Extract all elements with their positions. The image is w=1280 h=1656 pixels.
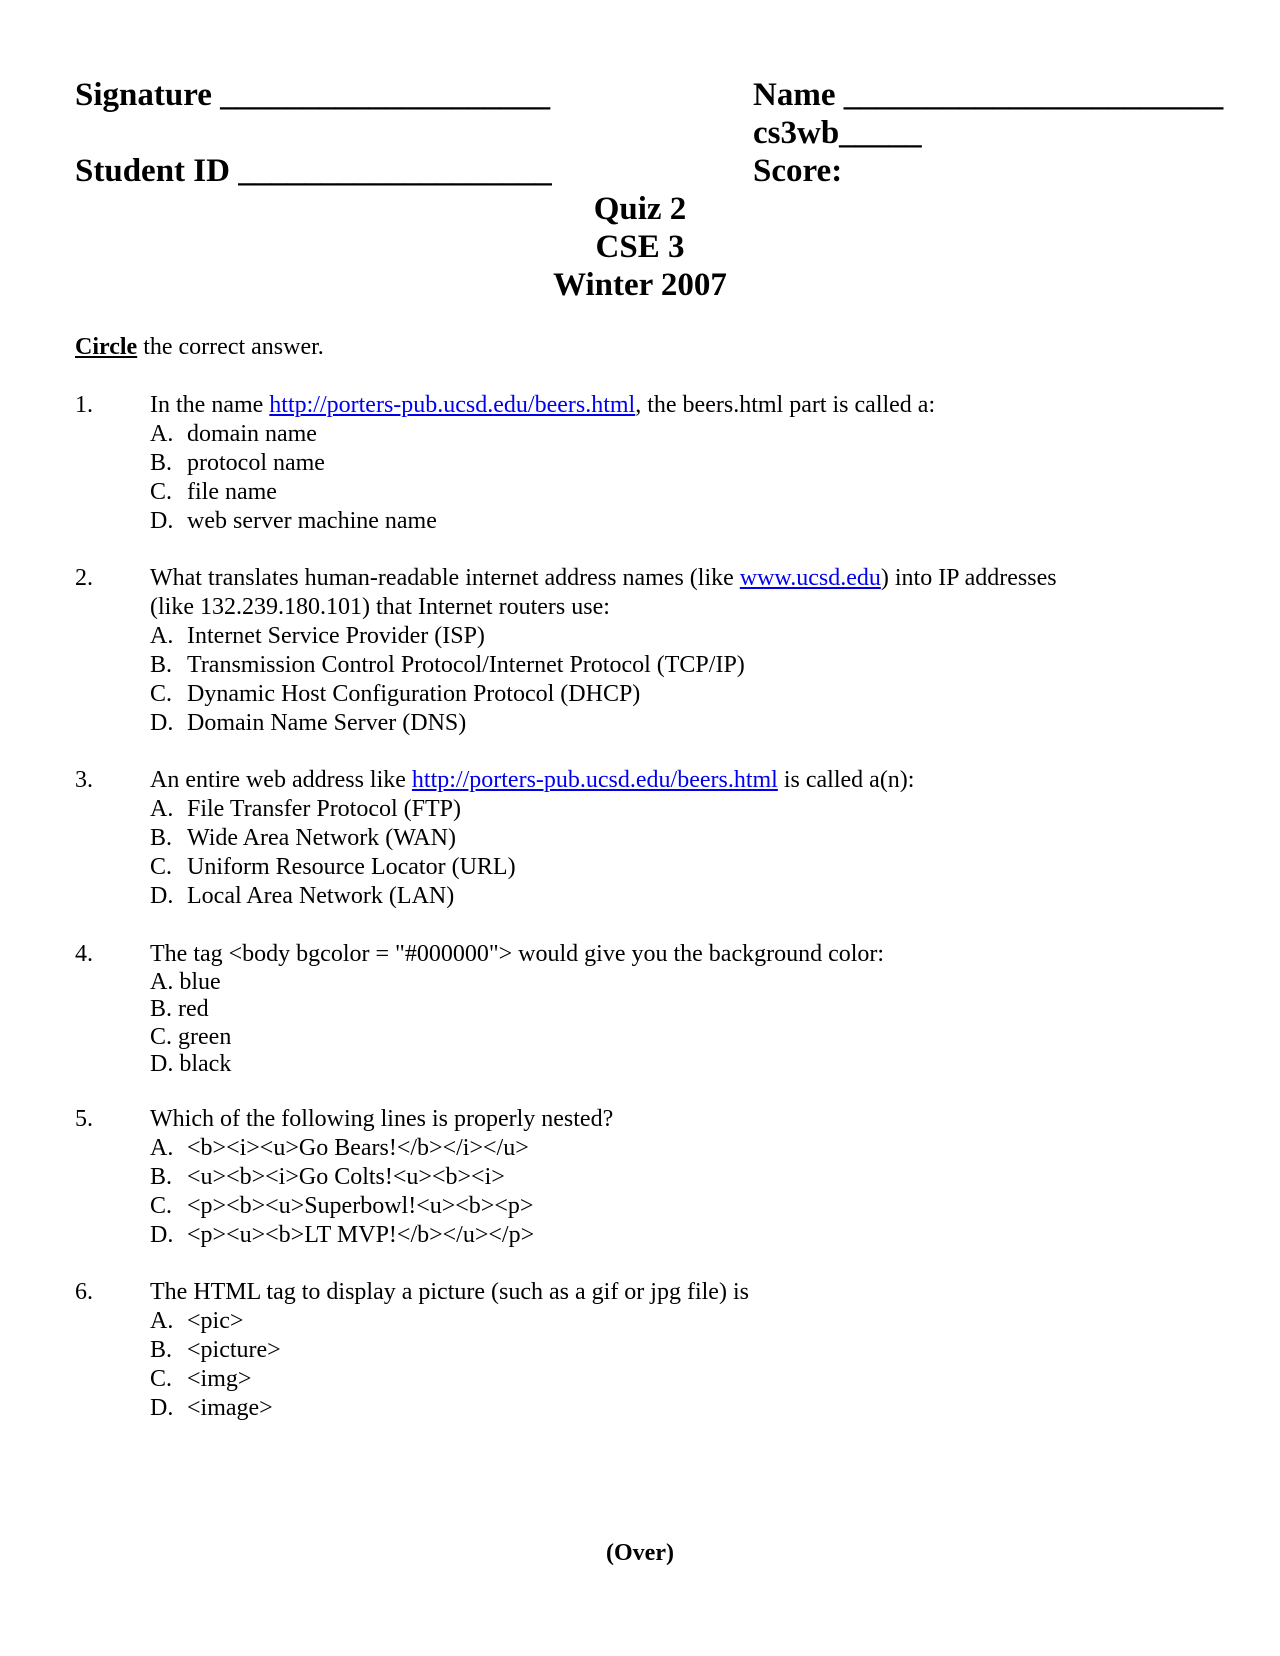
option-b[interactable] [150, 449, 1215, 478]
account-field: cs3wb_____ [753, 115, 922, 151]
option-text: black [179, 1051, 232, 1077]
option-b[interactable] [150, 824, 1215, 853]
question-text [150, 766, 1215, 795]
option-text: <p><b><u>Superbowl!<u><b><p> [187, 1193, 534, 1219]
option-letter: B. [150, 450, 173, 476]
option-letter: B. [150, 1164, 173, 1190]
option-a[interactable] [150, 622, 1215, 651]
question-2 [75, 564, 1215, 738]
option-text: Transmission Control Protocol/Internet Protocol (TCP/IP) [187, 652, 745, 678]
question-number: 5. [75, 1106, 93, 1132]
option-b[interactable] [150, 996, 1215, 1024]
option-c[interactable] [150, 478, 1215, 507]
student-id-field: Student ID ___________________ [75, 153, 552, 189]
over-note: (Over) [606, 1540, 674, 1566]
quiz-title: Quiz 2 [593, 191, 687, 227]
option-letter: A. [150, 796, 174, 822]
option-a[interactable] [150, 1134, 1215, 1163]
question-number: 4. [75, 941, 93, 967]
question-text-pre: In the name [150, 392, 270, 418]
instructions-emphasis: Circle [75, 334, 138, 360]
option-text: Local Area Network (LAN) [187, 883, 455, 909]
option-letter: B. [150, 825, 173, 851]
option-text: <pic> [187, 1308, 244, 1334]
question-number: 2. [75, 565, 93, 591]
url-link[interactable]: http://porters-pub.ucsd.edu/beers.html [411, 767, 778, 793]
option-text: <image> [187, 1395, 273, 1421]
option-letter: D. [150, 710, 174, 736]
option-a[interactable] [150, 969, 1215, 997]
name-field: Name _______________________ [753, 77, 1224, 113]
option-text: <b><i><u>Go Bears!</b></i></u> [187, 1135, 529, 1161]
option-d[interactable] [150, 709, 1215, 738]
option-d[interactable] [150, 882, 1215, 911]
question-text [150, 564, 1215, 593]
option-c[interactable] [150, 1365, 1215, 1394]
option-text: File Transfer Protocol (FTP) [187, 796, 462, 822]
option-text: web server machine name [187, 508, 437, 534]
option-text: Wide Area Network (WAN) [187, 825, 456, 851]
option-letter: D. [150, 508, 174, 534]
option-d[interactable] [150, 1051, 1215, 1079]
option-letter: D. [150, 883, 174, 909]
option-d[interactable] [150, 1394, 1215, 1423]
option-b[interactable] [150, 1163, 1215, 1192]
option-letter: C. [150, 479, 173, 505]
question-text-post: , the beers.html part is called a: [635, 392, 936, 418]
option-text: <p><u><b>LT MVP!</b></u></p> [187, 1222, 535, 1248]
option-text: file name [187, 479, 277, 505]
url-link[interactable]: www.ucsd.edu [739, 565, 881, 591]
question-6 [75, 1278, 1215, 1423]
option-c[interactable] [150, 680, 1215, 709]
option-a[interactable] [150, 795, 1215, 824]
course-title: CSE 3 [595, 229, 685, 265]
term-title: Winter 2007 [553, 267, 727, 303]
option-letter: D. [150, 1395, 174, 1421]
question-number: 1. [75, 392, 93, 418]
option-text: <u><b><i>Go Colts!<u><b><i> [187, 1164, 505, 1190]
option-letter: B. [150, 652, 173, 678]
option-d[interactable] [150, 1221, 1215, 1250]
question-text-post: is called a(n): [777, 767, 915, 793]
option-text: green [178, 1023, 232, 1050]
option-d[interactable] [150, 507, 1215, 536]
question-text: Which of the following lines is properly nested? [150, 1106, 614, 1132]
question-text [150, 391, 1215, 420]
option-letter: C. [150, 681, 173, 707]
question-4 [75, 941, 1215, 1079]
option-text: <img> [187, 1366, 252, 1392]
option-text: blue [179, 968, 221, 995]
option-letter: D. [150, 1222, 174, 1248]
option-text: red [178, 996, 209, 1022]
option-c[interactable] [150, 1192, 1215, 1221]
option-b[interactable] [150, 1336, 1215, 1365]
question-text-post: ) into IP addresses [880, 565, 1057, 591]
option-text: <picture> [187, 1337, 281, 1363]
option-letter: D. [150, 1051, 174, 1077]
option-letter: A. [150, 968, 174, 995]
question-number: 3. [75, 767, 93, 793]
option-letter: C. [150, 1366, 173, 1392]
question-text: The tag <body bgcolor = "#000000"> would give you the background color: [150, 941, 885, 967]
option-letter: A. [150, 421, 174, 447]
option-text: Uniform Resource Locator (URL) [187, 854, 516, 880]
option-letter: A. [150, 1308, 174, 1334]
option-text: domain name [187, 421, 317, 447]
question-3 [75, 766, 1215, 911]
instructions [75, 332, 324, 362]
option-text: Dynamic Host Configuration Protocol (DHCP) [187, 681, 641, 707]
url-link[interactable]: http://porters-pub.ucsd.edu/beers.html [269, 392, 636, 418]
option-letter: A. [150, 623, 174, 649]
question-text: The HTML tag to display a picture (such as a gif or jpg file) is [150, 1279, 749, 1305]
option-c[interactable] [150, 853, 1215, 882]
option-letter: B. [150, 996, 173, 1022]
option-text: Internet Service Provider (ISP) [187, 623, 485, 649]
option-letter: C. [150, 1023, 173, 1050]
option-letter: B. [150, 1337, 173, 1363]
option-a[interactable] [150, 1307, 1215, 1336]
signature-field: Signature ____________________ [75, 77, 551, 113]
option-letter: A. [150, 1135, 174, 1161]
instructions-text: the correct answer. [137, 334, 324, 360]
option-text: Domain Name Server (DNS) [187, 710, 467, 736]
option-letter: C. [150, 854, 173, 880]
score-field: Score: [753, 153, 843, 189]
question-text-line2: (like 132.239.180.101) that Internet routers use: [150, 594, 610, 620]
question-1 [75, 391, 1215, 536]
question-number: 6. [75, 1279, 93, 1305]
option-letter: C. [150, 1193, 173, 1219]
option-b[interactable] [150, 651, 1215, 680]
question-text-pre: An entire web address like [150, 767, 412, 793]
question-5 [75, 1105, 1215, 1250]
option-text: protocol name [187, 450, 325, 476]
option-a[interactable] [150, 420, 1215, 449]
option-c[interactable] [150, 1024, 1215, 1052]
question-text-pre: What translates human-readable internet address names (like [150, 565, 740, 591]
